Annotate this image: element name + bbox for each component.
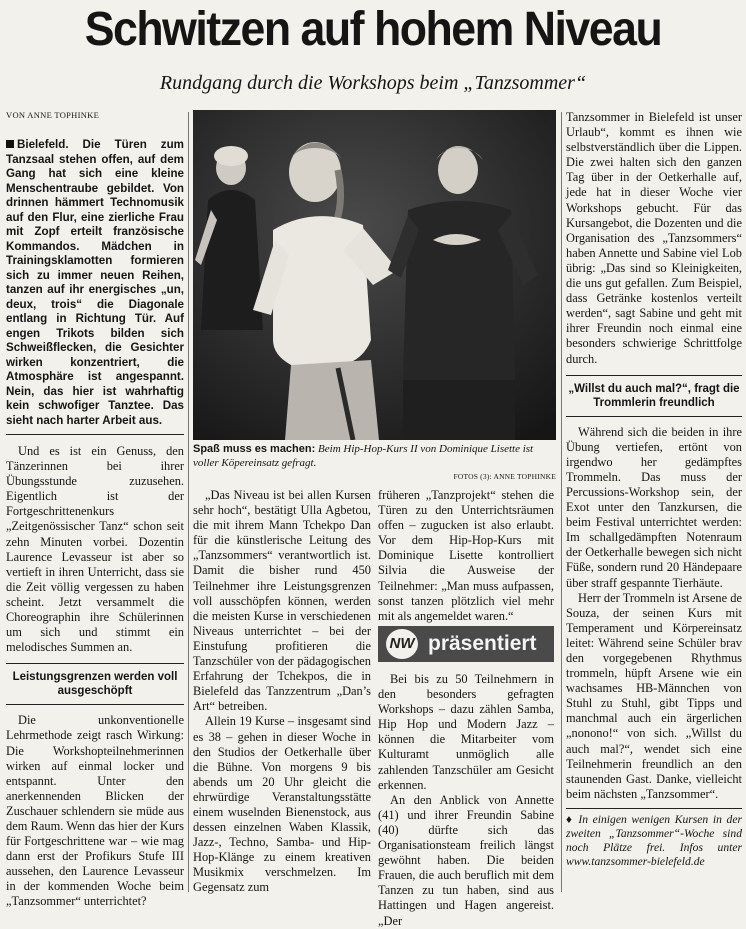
subtitle-2: „Willst du auch mal?“, fragt die Trommlerin freundlich [568,382,740,409]
paragraph: Während sich die beiden in ihre Übung vertiefen, ertönt von irgendwo her gedämpftes Trommeln. Das muss der Percussions-Workshop sein, der Exot unter den Tanzkursen, die beim Festival unterrichtet werden: Im schallgedämpften Notenraum der Oetkerhalle bewegen sich nicht Füße, sondern rund 20 Händepaare über straff gespannte Tierhäute. [566,424,742,590]
divider [566,808,742,809]
nw-presents-banner [378,626,554,662]
column-1 [6,444,184,910]
photo-caption [193,443,556,470]
divider [566,375,742,376]
byline: VON ANNE TOPHINKE [6,110,100,120]
paragraph: Herr der Trommeln ist Arsene de Souza, der seinen Kurs mit Temperament und Körpereinsatz leitet: Während seine Schüler brav den vorgegebenen Rhythmus trommeln, hüpft Arsene wie ein wachsames HB-Männchen von Stuhl zu Stuhl, gibt Tipps und manchmal auch ein ärgerlichen „nonono!“ von sich. „Willst du auch mal?“, wendet sich eine Teilnehmerin freundlich an den staunenden Gast. Danke, vielleicht beim nächsten „Tanzsommer“. [566,590,742,801]
divider [6,434,184,435]
column-rule [561,112,562,892]
photo-credit: FOTOS (3): ANNE TOPHINKE [453,472,556,481]
paragraph: früheren „Tanzprojekt“ stehen die Türen zu den Unterrichtsräumen offen – zugucken ist also erlaubt. Vor dem Hip-Hop-Kurs mit Dominique Lisette kontrolliert Silvia die Ausweise der Teilnehmer: „Man muss aufpassen, sonst tanzen plötzlich viel mehr mit als angemeldet waren.“ [378,488,554,623]
column-rule [188,112,189,892]
paragraph: Bei bis zu 50 Teilnehmern in den besonders gefragten Workshops – dazu zählen Samba, Hip Hop und Modern Jazz – können die Mitarbeiter vom Kulturamt unmöglich alle zahlenden Tanzschüler am Gesicht erkennen. [378,672,554,792]
info-box [566,813,742,869]
caption-text: Beim Hip-Hop-Kurs II von Dominique Lisette ist voller Köpereinsatz gefragt. [193,443,534,469]
divider [6,704,184,705]
bullet-icon: ♦ [566,812,579,826]
column-2 [193,488,371,896]
paragraph: Und es ist ein Genuss, den Tänzerinnen bei ihrer Übungsstunde zuzusehen. Eigentlich ist der Fortgeschrittenenkurs „Zeitgenössischer Tanz“ schon seit zehn Minuten vorbei. Dozentin Laurence Levasseur ist aber so vertieft in ihren Unterricht, dass sie die Zeit völlig vergessen zu haben scheint. Jetzt versammelt die Choreographin ihre Schülerinnen um sich und stimmt ein melodisches Summen an. [6,444,184,655]
caption-bold: Spaß muss es machen: [193,443,316,455]
paragraph: „Das Niveau ist bei allen Kursen sehr hoch“, bestätigt Ulla Agbetou, die mit ihrem Mann Tchekpo Dan für die künstlerische Leitung des „Tanzsommers“ verantwortlich ist. Damit die bisher rund 450 Teilnehmer ihre Leistungsgrenzen voll ausschöpfen können, werden die meisten Kurse in verschiedenen Niveaus unterrichtet – bei der Einstufung profitieren die Tanzschüler von der pädagogischen Erfahrung der Tchekpos, die in Bielefeld das Tanzzentrum „Dan’s Art“ betreiben. [193,488,371,714]
nw-banner-text: präsentiert [428,632,537,655]
column-3-continued [378,672,554,929]
lead-paragraph [6,138,184,428]
column-3 [378,488,554,624]
paragraph: Die unkonventionelle Lehrmethode zeigt rasch Wirkung: Die Workshopteilnehmerinnen wirken auf einmal locker und entspannt. Unter den anerkennenden Blicken der Zuschauer schlendern sie müde aus dem Raum. Wenn das hier der Kurs für Fortgeschrittene war – wie mag dann erst der Profikurs Stufe III aussehen, den Laurence Levasseur in der kommenden Woche beim „Tanzsommer“ unterrichtet? [6,713,184,909]
nw-logo: NW [386,629,418,659]
paragraph: Tanzsommer in Bielefeld ist unser Urlaub“, kommt es ihnen wie selbstverständlich über die Lippen. Die zwei halten sich den ganzen Tag über in der Oetkerhalle auf, jede hat in dieser Woche vier Workshops gebucht. Für das Kursangebot, die Dozenten und die Organisation des „Tanzsommers“ haben Annette und Sabine viel Lob übrig: „Das sind so Kleinigkeiten, die uns gut gefallen. Zum Beispiel, dass Getränke kostenlos verteilt werden“, sagt Sabine und geht mit ihrer Freundin noch einmal eine besonders schwierige Schrittfolge durch. [566,110,742,366]
paragraph: An den Anblick von Annette (41) und ihrer Freundin Sabine (40) dürfte sich das Organisationsteam freilich längst gewöhnt haben. Die beiden Frauen, die auch beruflich mit dem Tanzen zu tun haben, sind aus Hattingen und Hagen angereist. „Der [378,792,554,928]
dance-photo-image [193,110,556,440]
dance-photo [193,110,556,440]
divider [6,663,184,664]
subtitle-1: Leistungsgrenzen werden voll ausgeschöpft [12,671,178,698]
lead-square-icon [6,140,14,148]
lead-text: Bielefeld. Die Türen zum Tanzsaal stehen offen, auf dem Gang hat sich eine kleine Menschentraube gebildet. Von drinnen hämmert Technomusik auf den Flur, eine zierliche Frau mit Zopf erteilt französische Kommandos. Mädchen in Trainingsklamotten formieren sich zu immer neuen Reihen, tanzen auf ihr energisches „un, deux, trois“ die Diagonale entlang in Richtung Tür. Auf engen Trikots bilden sich Schweißflecken, die Gesichter wirken konzentriert, die Atmosphäre ist angespannt. Nein, das hier ist wahrhaftig kein schwofiger Tanztee. Das sieht nach harter Arbeit aus. [6,138,184,427]
headline: Schwitzen auf hohem Niveau [84,3,662,56]
subheadline: Rundgang durch die Workshops beim „Tanzsommer“ [159,72,587,94]
column-4 [566,110,742,869]
divider [566,416,742,417]
info-box-text: In einigen wenigen Kursen in der zweiten „Tanzsommer“-Woche sind noch Plätze frei. Infos unter www.tanzsommer-bielefeld.de [566,812,742,868]
paragraph: Allein 19 Kurse – insgesamt sind es 38 – gehen in dieser Woche in den Studios der Oetkerhalle über die Bühne. Von morgens 9 bis abends um 20 Uhr gleicht die ehrwürdige Veranstaltungsstätte einem wuselnden Bienenstock, aus dessen einzelnen Waben Klassik, Jazz-, Techno, Samba- und Hip-Hop-Klänge zu einem kreativen Musikmix verschmelzen. Im Gegensatz zum [193,714,371,895]
